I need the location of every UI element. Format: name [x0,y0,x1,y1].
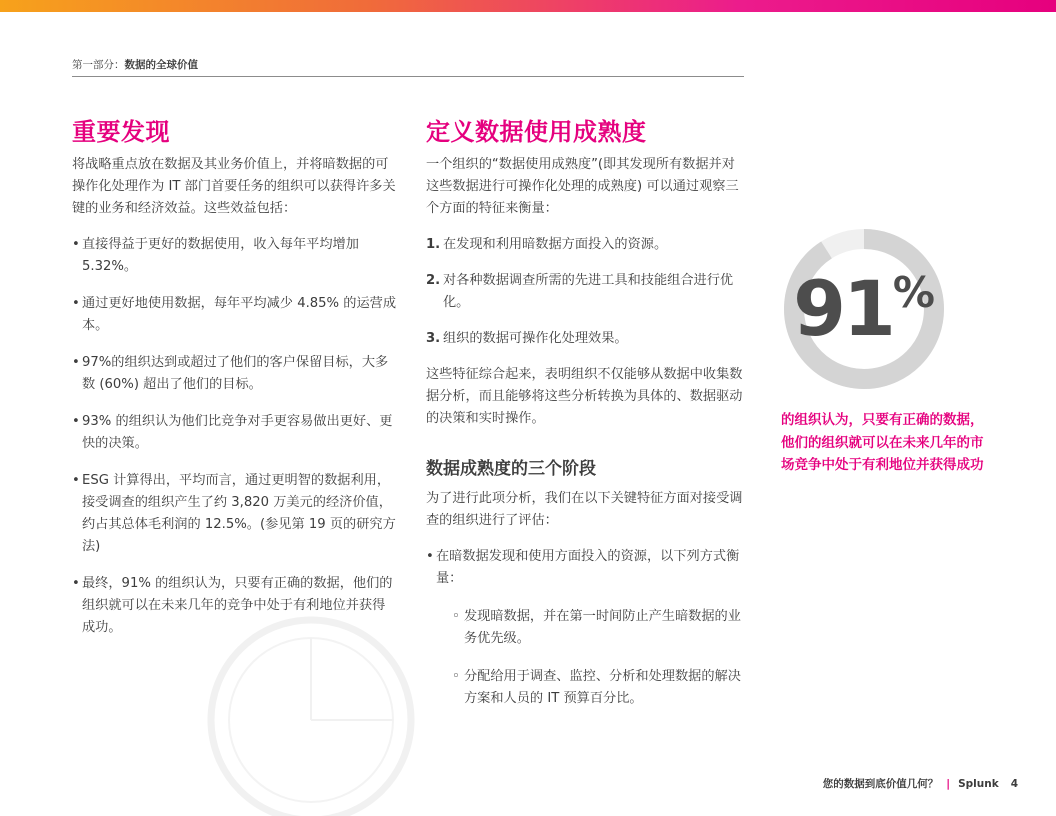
list-item: • 通过更好地使用数据，每年平均减少 4.85% 的运营成本。 [72,293,397,337]
maturity-characteristics-list [426,234,748,350]
item-text: 对各种数据调查所需的先进工具和技能组合进行优化。 [443,273,734,310]
list-item [426,234,748,256]
list-item: • ESG 计算得出，平均而言，通过更明智的数据利用，接受调查的组织产生了约 3,820 万美元的经济价值，约占其总体毛利润的 12.5%。(参见第 19 页的研究方法) [72,470,397,558]
key-findings-column [72,118,397,654]
maturity-heading: 定义数据使用成熟度 [426,118,647,146]
stat-caption: 的组织认为，只要有正确的数据，他们的组织就可以在未来几年的市场竞争中处于有利地位并获得成功 [781,412,984,473]
sub-list-item: ◦ 分配给用于调查、监控、分析和处理数据的解决方案和人员的 IT 预算百分比。 [452,666,748,710]
maturity-stages-subheading: 数据成熟度的三个阶段 [426,459,596,479]
sub-list-item: ◦ 发现暗数据，并在第一时间防止产生暗数据的业务优先级。 [452,606,748,650]
maturity-stages-intro: 为了进行此项分析，我们在以下关键特征方面对接受调查的组织进行了评估： [426,491,743,528]
footer-brand: Splunk [958,778,999,790]
maturity-definition-column [426,118,748,726]
sub-list [426,606,748,710]
stat-number: 91 [793,264,893,353]
key-findings-heading: 重要发现 [72,118,170,146]
list-item: • 最终，91% 的组织认为，只要有正确的数据，他们的组织就可以在未来几年的竞争中处于有利地位并获得成功。 [72,573,397,639]
item-text: 在发现和利用暗数据方面投入的资源。 [443,237,668,252]
section-prefix: 第一部分： [72,59,125,71]
item-text: 组织的数据可操作化处理效果。 [443,331,628,346]
item-text: 在暗数据发现和使用方面投入的资源，以下列方式衡量： [436,549,740,586]
key-findings-intro: 将战略重点放在数据及其业务价值上，并将暗数据的可操作化处理作为 IT 部门首要任务的组织可以获得许多关键的业务和经济效益。这些效益包括： [72,157,396,216]
maturity-summary: 这些特征综合起来，表明组织不仅能够从数据中收集数据分析，而且能够将这些分析转换为具体的、数据驱动的决策和实时操作。 [426,367,743,426]
list-item [426,270,748,314]
footer-title: 您的数据到底价值几何？ [822,778,939,790]
stat-value [783,228,945,390]
section-header [72,57,744,77]
list-item [426,546,748,710]
key-findings-list [72,234,397,639]
list-item: • 97%的组织达到或超过了他们的客户保留目标，大多数 (60%) 超出了他们的目标。 [72,352,397,396]
maturity-stages-list [426,546,748,710]
item-number: 3. [426,331,441,346]
list-item [426,328,748,350]
item-number: 2. [426,273,441,288]
page-footer [823,776,1018,791]
list-item: • 93% 的组织认为他们比竞争对手更容易做出更好、更快的决策。 [72,411,397,455]
footer-separator: | [946,778,951,790]
page-number: 4 [1010,778,1018,790]
maturity-intro: 一个组织的“数据使用成熟度”(即其发现所有数据并对这些数据进行可操作化处理的成熟度) 可以通过观察三个方面的特征来衡量： [426,157,739,216]
item-number: 1. [426,237,441,252]
stat-percent-sign: % [892,268,935,317]
section-title: 数据的全球价值 [124,59,198,71]
list-item: • 直接得益于更好的数据使用，收入每年平均增加 5.32%。 [72,234,397,278]
top-gradient-bar [0,0,1056,12]
